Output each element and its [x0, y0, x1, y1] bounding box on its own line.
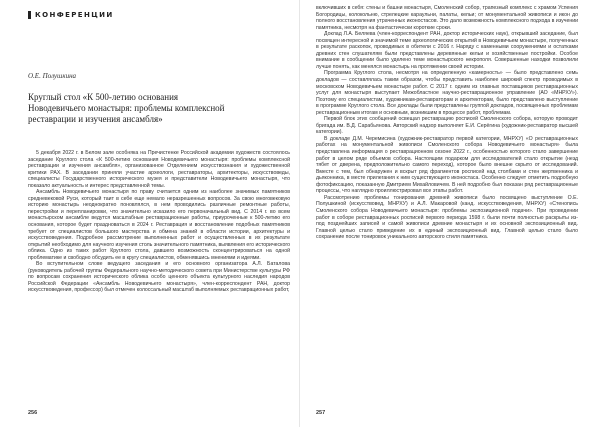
right-body-text — [316, 5, 578, 241]
paragraph: Доклад Л.А. Беляева (член-корреспондент РАН, доктор исторических наук), открывший заседание, был посвящен интересной и значимой теме археологических открытий в Новодевичьем монастыре, полученных в результате раскопок, проводимых в обители с 2016 г. Наряду с каменными сооружениями и остатками древних стен слушателям были представлены деревянные кельи и хозяйственные постройки. Особое внимание в сообщении было уделено теме монастырского некрополя. Совершенные находки позволили лучше понять, как менялся монастырь на протяжении своей истории. — [316, 31, 578, 70]
paragraph: Программа Круглого стола, несмотря на определенную «камерность» — было представлено семь докладов — составлялась таким образом, чтобы представить наиболее широкий спектр проводимых в московском Новодевичьем монастыре работ. С 2017 г. одним из главных поставщиков реставрационных услуг для монастыря выступает Межобластное научно-реставрационное управление (АО «МНРХУ»). Поэтому его специалистам, художникам-реставраторам и архитекторам, было представлено выступление в программе Круглого стола. Все доклады были представлены группой докладов, посвященных проблемам реставрационным итогам и основным, возникшим в процессе работ, проблемам. — [316, 70, 578, 116]
paragraph: включивших в себя: стены и башни монастыря, Смоленский собор, трапезный комплекс с храмом Успения Богородицы, колокольню, стрелецкие караульни, палаты, кельи; от монументальной живописи и икон до полного восстановления утраченных иконостасов. Это дало возможность комплексного подхода в изучении памятника, несмотря на фантастически короткие сроки. — [316, 5, 578, 31]
page-number-left: 256 — [28, 410, 38, 416]
article-author: О.Е. Полушкина — [28, 72, 77, 80]
section-header: КОНФЕРЕНЦИИ — [28, 11, 114, 19]
paragraph: Во вступительном слове ведущего заседания и его основного организатора А.Л. Баталова (руководитель рабочей группы Федерального научно-методического совета при Министерстве культуры РФ по вопросам сохранения исторического облика особо ценного объекта культурного наследия народов Российской Федерации «Ансамбль Новодевичьего монастыря», член-корреспондент РАН, доктор искусствоведения, профессор) был отмечен колоссальный масштаб выполняемых реставрационных работ, — [28, 261, 290, 294]
paragraph: Рассмотрению проблемы тонирования древней живописи было посвящено выступление О.Е. Полушкиной (искусствовед, МНРХУ) и А.Л. Макаровой (канд. искусствоведения, МНРХУ) «Стенопись Смоленского собора Новодевичьего монастыря: проблемы экспозиционной подачи». При проведении работ в соборе реставрационных росписей первого периода 1598 г. были почти полностью раскрыты из-под позднейших записей и самой живописи древние монастыря и их основной экспозиционный вид. Главной целью стало приведение их в единый экспозиционный вид. Главной целью стало было сохранение после тонировок уникального авторского стиля памятника. — [316, 194, 578, 241]
article-title: Круглый стол «К 500-летию основания Новодевичьего монастыря: проблемы комплексной реставрации и изучения ансамбля» — [28, 92, 225, 124]
page-number-right: 257 — [316, 410, 326, 416]
paragraph: В докладе Д.М. Черемисина (художник-реставратор первой категории, МНРХУ) «О реставрационных работах на монументальной живописи Смоленского собора Новодевичьего монастыря» была представлена информация о реставрационном сезоне 2022 г., особенностью которого стало завершение работ в целом ряде объемов собора. Настоящим подарком для исследователей стало открытие (незд тябет от дверена, предположительно самого переход), которое было внешне скрыто от исследований. Вместе с тем, был обнаружен и вскрыт ряд фрагментов росписей над столбами и стен жертвенника и дьяконника, в месте прилегания к ним существующего иконостаса. Особенно следует отметить подробную фотофиксацию, показанную Дмитрием Михайловичем. В ней подробно был показан ряд реставрационные процессы, что наглядно проиллюстрировал все этапы работ. — [316, 135, 578, 195]
paragraph: Ансамбль Новодевичьего монастыря по праву считается одним из наиболее значимых памятников средневековой Руси, который таит в себе еще немало неразрешенных вопросов. За свою многовековую историю монастырь неоднократно поновлялся, в нем проводились различные ремонтные работы, перестройки и перепланировки, что значительно исказило его первоначальный вид. С 2014 г. во всем монастырском ансамбле ведутся масштабные реставрационные работы, приуроченные к 500-летию его основания, которое будет праздноваться в 2024 г. Реставрация и восстановление подобных памятников требует от специалистов большого мастерства и обмена знаний в области истории, архитектуры и искусствоведения. Подробное рассмотрение выполненных работ и осуществленных в их результате открытий необходимо для научного изучения столь значительного памятника, выявления его исторического облика. Одно из таких работ Круглого стола, давшего возможность сконцентрироваться на одной проблематике и свободно обсудить ее в кругу специалистов, обменявшись мнениями и идеями. — [28, 189, 290, 261]
paragraph: Первой блок этих сообщений освещал реставрацию росписей Смоленского собора, которую проводит бригада им. В.Д. Сарабьянова. Авторский надзор выполняет Е.И. Серёгина (художник-реставратор высшей категории). — [316, 116, 578, 136]
paragraph: 5 декабря 2022 г. в Белом зале особняка на Пречистенке Российской академии художеств состоялось заседание Круглого стола «К 500-летию основания Новодевичьего монастыря: проблемы комплексной реставрации и изучения ансамбля», организованное Отделением искусствознания и художественной критики РАХ. В заседании приняли участие археологи, реставраторы, архитекторы, искусствоведы, специалисты Государственного исторического музея и представители Новодевичьего монастыря, что показало актуальность и интерес представленной темы. — [28, 150, 290, 189]
left-body-text — [28, 150, 290, 294]
